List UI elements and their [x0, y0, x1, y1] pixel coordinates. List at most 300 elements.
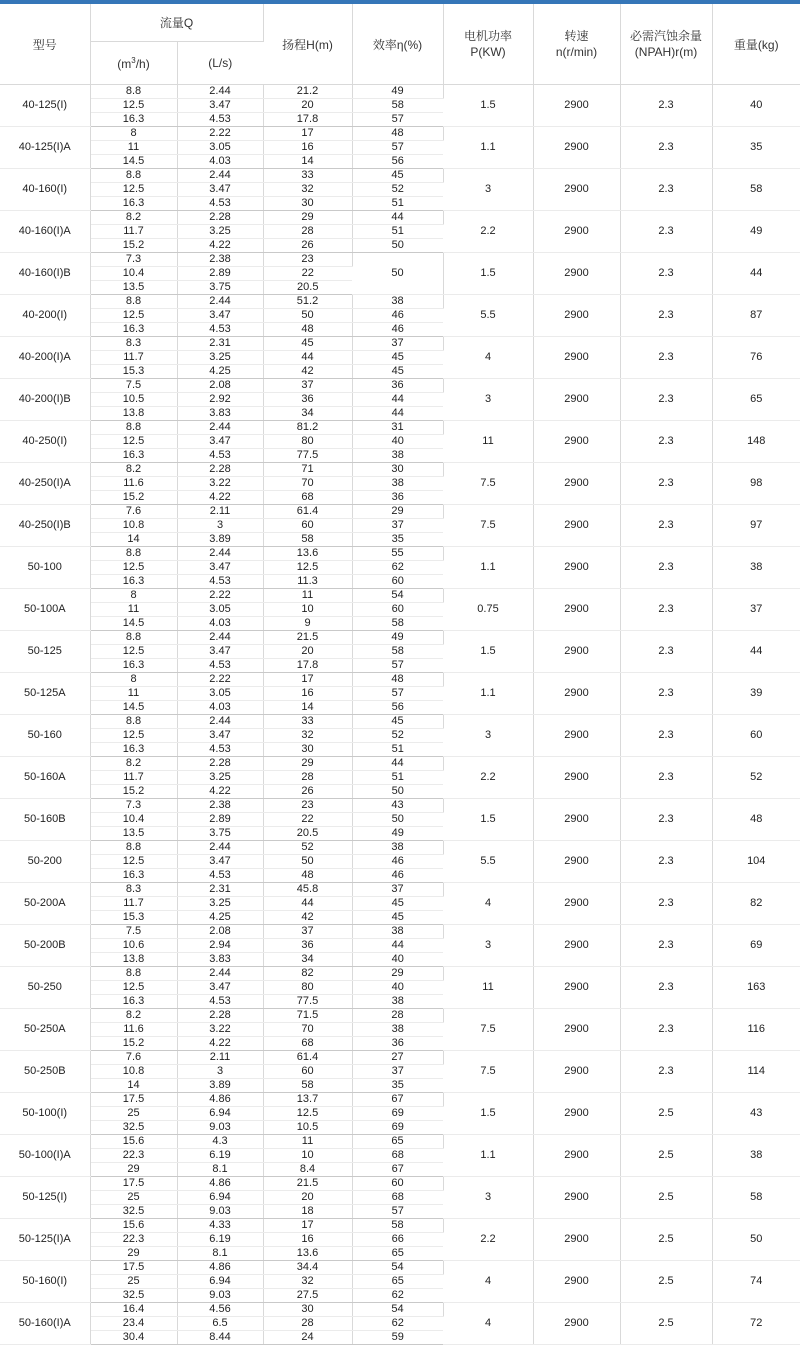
head-cell: 60: [263, 519, 352, 533]
efficiency-cell: 67: [352, 1163, 443, 1177]
model-cell: 50-160(I)A: [0, 1303, 90, 1345]
table-row: [0, 1135, 800, 1149]
table-row: [0, 85, 800, 99]
weight-cell: 148: [712, 421, 800, 463]
flow-m3h-cell: 8.2: [90, 1009, 177, 1023]
speed-cell: 2900: [533, 253, 620, 295]
efficiency-cell: 68: [352, 1191, 443, 1205]
flow-ls-cell: 4.22: [177, 1037, 263, 1051]
speed-cell: 2900: [533, 1177, 620, 1219]
efficiency-cell: 45: [352, 365, 443, 379]
model-cell: 50-125A: [0, 673, 90, 715]
speed-cell: 2900: [533, 127, 620, 169]
flow-m3h-cell: 16.3: [90, 197, 177, 211]
head-cell: 21.5: [263, 631, 352, 645]
flow-ls-cell: 2.28: [177, 463, 263, 477]
col-header-head: 扬程H(m): [263, 4, 352, 85]
flow-m3h-cell: 22.3: [90, 1149, 177, 1163]
speed-cell: 2900: [533, 1009, 620, 1051]
model-cell: 50-125(I)A: [0, 1219, 90, 1261]
efficiency-cell: 54: [352, 1303, 443, 1317]
efficiency-cell: 51: [352, 197, 443, 211]
weight-cell: 52: [712, 757, 800, 799]
flow-ls-cell: 4.53: [177, 869, 263, 883]
flow-ls-cell: 8.44: [177, 1331, 263, 1345]
efficiency-cell: 62: [352, 561, 443, 575]
flow-ls-cell: 3: [177, 519, 263, 533]
efficiency-cell: 50: [352, 785, 443, 799]
flow-ls-cell: 2.44: [177, 295, 263, 309]
flow-m3h-cell: 7.6: [90, 1051, 177, 1065]
flow-m3h-cell: 11: [90, 603, 177, 617]
head-cell: 50: [263, 855, 352, 869]
table-row: [0, 547, 800, 561]
flow-ls-cell: 6.5: [177, 1317, 263, 1331]
npsh-cell: 2.3: [620, 211, 712, 253]
efficiency-cell: 58: [352, 99, 443, 113]
flow-ls-cell: 4.25: [177, 911, 263, 925]
flow-ls-cell: 4.53: [177, 659, 263, 673]
weight-cell: 97: [712, 505, 800, 547]
flow-ls-cell: 4.3: [177, 1135, 263, 1149]
flow-m3h-cell: 17.5: [90, 1177, 177, 1191]
head-cell: 30: [263, 1303, 352, 1317]
efficiency-cell: 54: [352, 1261, 443, 1275]
flow-m3h-cell: 16.3: [90, 113, 177, 127]
head-cell: 70: [263, 1023, 352, 1037]
flow-m3h-cell: 16.3: [90, 995, 177, 1009]
flow-m3h-cell: 7.5: [90, 925, 177, 939]
flow-ls-cell: 3.89: [177, 1079, 263, 1093]
head-cell: 77.5: [263, 449, 352, 463]
table-row: [0, 1219, 800, 1233]
head-cell: 12.5: [263, 1107, 352, 1121]
flow-ls-cell: 2.31: [177, 883, 263, 897]
model-cell: 50-125: [0, 631, 90, 673]
col-header-power: [443, 4, 533, 85]
flow-m3h-cell: 10.6: [90, 939, 177, 953]
head-cell: 8.4: [263, 1163, 352, 1177]
head-cell: 21.5: [263, 1177, 352, 1191]
model-cell: 40-160(I)B: [0, 253, 90, 295]
head-cell: 30: [263, 743, 352, 757]
head-cell: 11: [263, 1135, 352, 1149]
efficiency-cell: 54: [352, 589, 443, 603]
flow-ls-cell: 3.75: [177, 827, 263, 841]
efficiency-cell: 60: [352, 575, 443, 589]
flow-ls-cell: 6.19: [177, 1149, 263, 1163]
head-cell: 22: [263, 267, 352, 281]
efficiency-cell: 46: [352, 309, 443, 323]
table-row: [0, 715, 800, 729]
flow-m3h-cell: 25: [90, 1107, 177, 1121]
flow-m3h-cell: 11: [90, 141, 177, 155]
efficiency-cell: 45: [352, 169, 443, 183]
efficiency-cell: 67: [352, 1093, 443, 1107]
flow-m3h-cell: 8.2: [90, 757, 177, 771]
efficiency-cell: 65: [352, 1275, 443, 1289]
flow-m3h-cell: 29: [90, 1247, 177, 1261]
npsh-cell: 2.5: [620, 1261, 712, 1303]
model-cell: 40-200(I)A: [0, 337, 90, 379]
flow-ls-cell: 2.28: [177, 757, 263, 771]
flow-ls-cell: 2.44: [177, 841, 263, 855]
speed-cell: 2900: [533, 1135, 620, 1177]
head-cell: 10: [263, 1149, 352, 1163]
power-cell: 1.5: [443, 85, 533, 127]
npsh-cell: 2.3: [620, 1009, 712, 1051]
head-cell: 61.4: [263, 505, 352, 519]
npsh-cell: 2.3: [620, 253, 712, 295]
flow-ls-cell: 4.03: [177, 155, 263, 169]
speed-cell: 2900: [533, 169, 620, 211]
flow-ls-cell: 4.22: [177, 785, 263, 799]
model-cell: 40-160(I): [0, 169, 90, 211]
weight-cell: 98: [712, 463, 800, 505]
flow-ls-cell: 3.25: [177, 225, 263, 239]
power-header-line1: 电机功率: [463, 29, 512, 43]
model-cell: 50-160(I): [0, 1261, 90, 1303]
weight-cell: 82: [712, 883, 800, 925]
head-cell: 80: [263, 435, 352, 449]
efficiency-cell: 51: [352, 225, 443, 239]
speed-cell: 2900: [533, 631, 620, 673]
efficiency-cell: 48: [352, 127, 443, 141]
npsh-cell: 2.3: [620, 673, 712, 715]
model-cell: 50-160: [0, 715, 90, 757]
flow-ls-cell: 2.38: [177, 799, 263, 813]
table-row: [0, 127, 800, 141]
head-cell: 10.5: [263, 1121, 352, 1135]
efficiency-cell: 60: [352, 1177, 443, 1191]
flow-ls-cell: 4.86: [177, 1261, 263, 1275]
flow-m3h-cell: 22.3: [90, 1233, 177, 1247]
flow-m3h-cell: 11.7: [90, 897, 177, 911]
head-cell: 23: [263, 799, 352, 813]
table-body: [0, 85, 800, 1345]
head-cell: 28: [263, 225, 352, 239]
head-cell: 68: [263, 1037, 352, 1051]
head-cell: 51.2: [263, 295, 352, 309]
weight-cell: 35: [712, 127, 800, 169]
flow-m3h-cell: 16.3: [90, 449, 177, 463]
efficiency-cell: 57: [352, 113, 443, 127]
speed-cell: 2900: [533, 547, 620, 589]
table-header: [0, 4, 800, 85]
flow-m3h-cell: 25: [90, 1191, 177, 1205]
flow-m3h-cell: 15.3: [90, 911, 177, 925]
head-cell: 58: [263, 1079, 352, 1093]
weight-cell: 37: [712, 589, 800, 631]
head-cell: 17: [263, 127, 352, 141]
efficiency-cell: 44: [352, 393, 443, 407]
flow-m3h-cell: 13.8: [90, 407, 177, 421]
flow-m3h-cell: 10.8: [90, 519, 177, 533]
efficiency-cell: 44: [352, 211, 443, 225]
flow-ls-cell: 6.94: [177, 1107, 263, 1121]
flow-ls-cell: 6.94: [177, 1275, 263, 1289]
weight-cell: 69: [712, 925, 800, 967]
efficiency-cell: 44: [352, 939, 443, 953]
flow-m3h-cell: 7.3: [90, 799, 177, 813]
flow-ls-cell: 2.31: [177, 337, 263, 351]
flow-m3h-cell: 11: [90, 687, 177, 701]
model-cell: 40-250(I)B: [0, 505, 90, 547]
flow-m3h-cell: 14.5: [90, 155, 177, 169]
head-cell: 36: [263, 939, 352, 953]
model-cell: 40-125(I): [0, 85, 90, 127]
flow-ls-cell: 3.83: [177, 953, 263, 967]
speed-cell: 2900: [533, 757, 620, 799]
flow-ls-cell: 3.47: [177, 729, 263, 743]
head-cell: 61.4: [263, 1051, 352, 1065]
weight-cell: 38: [712, 547, 800, 589]
model-cell: 40-200(I)B: [0, 379, 90, 421]
head-cell: 71.5: [263, 1009, 352, 1023]
power-cell: 3: [443, 379, 533, 421]
head-cell: 9: [263, 617, 352, 631]
power-cell: 1.1: [443, 673, 533, 715]
flow-ls-cell: 4.03: [177, 701, 263, 715]
flow-ls-cell: 2.22: [177, 127, 263, 141]
table-row: [0, 673, 800, 687]
flow-m3h-cell: 32.5: [90, 1289, 177, 1303]
power-cell: 7.5: [443, 1009, 533, 1051]
weight-cell: 40: [712, 85, 800, 127]
flow-m3h-cell: 12.5: [90, 561, 177, 575]
head-cell: 20: [263, 99, 352, 113]
efficiency-cell: 45: [352, 351, 443, 365]
table-row: [0, 337, 800, 351]
flow-m3h-cell: 32.5: [90, 1205, 177, 1219]
npsh-cell: 2.3: [620, 547, 712, 589]
weight-cell: 44: [712, 631, 800, 673]
flow-m3h-cell: 12.5: [90, 99, 177, 113]
table-row: [0, 883, 800, 897]
model-cell: 50-160A: [0, 757, 90, 799]
power-cell: 2.2: [443, 757, 533, 799]
table-row: [0, 169, 800, 183]
power-cell: 3: [443, 169, 533, 211]
npsh-cell: 2.3: [620, 463, 712, 505]
weight-cell: 65: [712, 379, 800, 421]
speed-cell: 2900: [533, 505, 620, 547]
efficiency-cell: 40: [352, 435, 443, 449]
head-cell: 17: [263, 673, 352, 687]
efficiency-cell: 31: [352, 421, 443, 435]
efficiency-cell: 57: [352, 1205, 443, 1219]
efficiency-cell: 65: [352, 1135, 443, 1149]
flow-m3h-cell: 17.5: [90, 1261, 177, 1275]
head-cell: 29: [263, 211, 352, 225]
flow-m3h-cell: 8.8: [90, 169, 177, 183]
flow-m3h-cell: 8.3: [90, 337, 177, 351]
head-cell: 16: [263, 687, 352, 701]
flow-ls-cell: 9.03: [177, 1121, 263, 1135]
head-cell: 68: [263, 491, 352, 505]
efficiency-cell: 48: [352, 673, 443, 687]
weight-cell: 72: [712, 1303, 800, 1345]
head-cell: 13.6: [263, 1247, 352, 1261]
head-cell: 34.4: [263, 1261, 352, 1275]
weight-cell: 60: [712, 715, 800, 757]
efficiency-cell: 59: [352, 1331, 443, 1345]
efficiency-cell: 37: [352, 1065, 443, 1079]
power-cell: 0.75: [443, 589, 533, 631]
flow-ls-cell: 3.22: [177, 1023, 263, 1037]
npsh-cell: 2.3: [620, 841, 712, 883]
weight-cell: 58: [712, 1177, 800, 1219]
flow-ls-cell: 2.08: [177, 379, 263, 393]
head-cell: 27.5: [263, 1289, 352, 1303]
flow-m3h-cell: 8.8: [90, 85, 177, 99]
efficiency-cell: 38: [352, 925, 443, 939]
npsh-cell: 2.3: [620, 85, 712, 127]
flow-ls-cell: 4.53: [177, 995, 263, 1009]
power-cell: 1.5: [443, 1093, 533, 1135]
flow-ls-cell: 3.47: [177, 981, 263, 995]
flow-ls-cell: 4.53: [177, 197, 263, 211]
efficiency-cell: 49: [352, 827, 443, 841]
efficiency-cell: 58: [352, 617, 443, 631]
flow-ls-cell: 3.47: [177, 561, 263, 575]
efficiency-cell: 37: [352, 883, 443, 897]
efficiency-cell: 35: [352, 1079, 443, 1093]
flow-ls-cell: 3.89: [177, 533, 263, 547]
flow-m3h-cell: 12.5: [90, 309, 177, 323]
speed-cell: 2900: [533, 463, 620, 505]
npsh-header-line2: (NPAH)r(m): [634, 45, 698, 59]
flow-m3h-cell: 8.8: [90, 631, 177, 645]
flow-ls-cell: 2.44: [177, 85, 263, 99]
flow-ls-cell: 4.53: [177, 113, 263, 127]
efficiency-cell: 36: [352, 491, 443, 505]
flow-m3h-cell: 16.3: [90, 869, 177, 883]
head-cell: 21.2: [263, 85, 352, 99]
flow-ls-cell: 3.47: [177, 855, 263, 869]
table-row: [0, 505, 800, 519]
npsh-cell: 2.3: [620, 715, 712, 757]
head-cell: 32: [263, 1275, 352, 1289]
flow-ls-cell: 2.44: [177, 631, 263, 645]
efficiency-cell: 38: [352, 295, 443, 309]
head-cell: 17.8: [263, 113, 352, 127]
efficiency-cell: 58: [352, 645, 443, 659]
speed-cell: 2900: [533, 1093, 620, 1135]
table-row: [0, 967, 800, 981]
flow-m3h-cell: 15.6: [90, 1219, 177, 1233]
efficiency-cell: 45: [352, 911, 443, 925]
npsh-cell: 2.5: [620, 1135, 712, 1177]
table-row: [0, 295, 800, 309]
head-cell: 45.8: [263, 883, 352, 897]
head-cell: 20.5: [263, 827, 352, 841]
head-cell: 36: [263, 393, 352, 407]
flow-m3h-cell: 8: [90, 673, 177, 687]
model-cell: 40-125(I)A: [0, 127, 90, 169]
head-cell: 32: [263, 729, 352, 743]
flow-ls-cell: 2.11: [177, 1051, 263, 1065]
npsh-cell: 2.3: [620, 379, 712, 421]
flow-m3h-cell: 15.6: [90, 1135, 177, 1149]
efficiency-cell: 35: [352, 533, 443, 547]
flow-m3h-cell: 29: [90, 1163, 177, 1177]
efficiency-cell: 36: [352, 379, 443, 393]
flow-ls-cell: 4.86: [177, 1093, 263, 1107]
speed-cell: 2900: [533, 799, 620, 841]
flow-ls-cell: 9.03: [177, 1205, 263, 1219]
power-cell: 11: [443, 421, 533, 463]
flow-m3h-cell: 11.7: [90, 351, 177, 365]
flow-m3h-cell: 12.5: [90, 183, 177, 197]
weight-cell: 50: [712, 1219, 800, 1261]
power-header-line2: P(KW): [470, 45, 506, 59]
flow-m3h-cell: 10.8: [90, 1065, 177, 1079]
head-cell: 33: [263, 169, 352, 183]
flow-ls-cell: 3.05: [177, 687, 263, 701]
speed-cell: 2900: [533, 85, 620, 127]
head-cell: 20: [263, 645, 352, 659]
table-row: [0, 841, 800, 855]
table-row: [0, 1009, 800, 1023]
table-row: [0, 925, 800, 939]
flow-ls-cell: 4.22: [177, 239, 263, 253]
head-cell: 14: [263, 701, 352, 715]
head-cell: 82: [263, 967, 352, 981]
head-cell: 24: [263, 1331, 352, 1345]
speed-cell: 2900: [533, 295, 620, 337]
flow-m3h-cell: 10.4: [90, 813, 177, 827]
flow-ls-cell: 4.53: [177, 743, 263, 757]
speed-header-line2: n(r/min): [555, 45, 598, 59]
flow-m3h-cell: 8.8: [90, 715, 177, 729]
flow-m3h-cell: 14.5: [90, 617, 177, 631]
head-cell: 42: [263, 365, 352, 379]
efficiency-cell: 57: [352, 687, 443, 701]
speed-cell: 2900: [533, 1261, 620, 1303]
power-cell: 3: [443, 715, 533, 757]
weight-cell: 43: [712, 1093, 800, 1135]
npsh-cell: 2.3: [620, 337, 712, 379]
npsh-cell: 2.3: [620, 127, 712, 169]
npsh-cell: 2.3: [620, 799, 712, 841]
power-cell: 3: [443, 925, 533, 967]
speed-cell: 2900: [533, 673, 620, 715]
flow-ls-cell: 2.89: [177, 267, 263, 281]
head-cell: 11: [263, 589, 352, 603]
flow-m3h-cell: 15.2: [90, 491, 177, 505]
model-cell: 50-160B: [0, 799, 90, 841]
efficiency-cell: 38: [352, 1023, 443, 1037]
model-cell: 50-100(I): [0, 1093, 90, 1135]
model-cell: 40-250(I): [0, 421, 90, 463]
flow-ls-cell: 2.89: [177, 813, 263, 827]
flow-m3h-cell: 12.5: [90, 855, 177, 869]
head-cell: 17.8: [263, 659, 352, 673]
flow-ls-cell: 3.47: [177, 99, 263, 113]
weight-cell: 76: [712, 337, 800, 379]
speed-header-line1: 转速: [564, 29, 589, 43]
table-row: [0, 1303, 800, 1317]
flow-ls-cell: 3.47: [177, 435, 263, 449]
flow-ls-cell: 2.44: [177, 547, 263, 561]
head-cell: 13.6: [263, 547, 352, 561]
model-cell: 40-250(I)A: [0, 463, 90, 505]
npsh-cell: 2.3: [620, 1051, 712, 1093]
efficiency-cell: 38: [352, 841, 443, 855]
head-cell: 13.7: [263, 1093, 352, 1107]
npsh-cell: 2.3: [620, 967, 712, 1009]
